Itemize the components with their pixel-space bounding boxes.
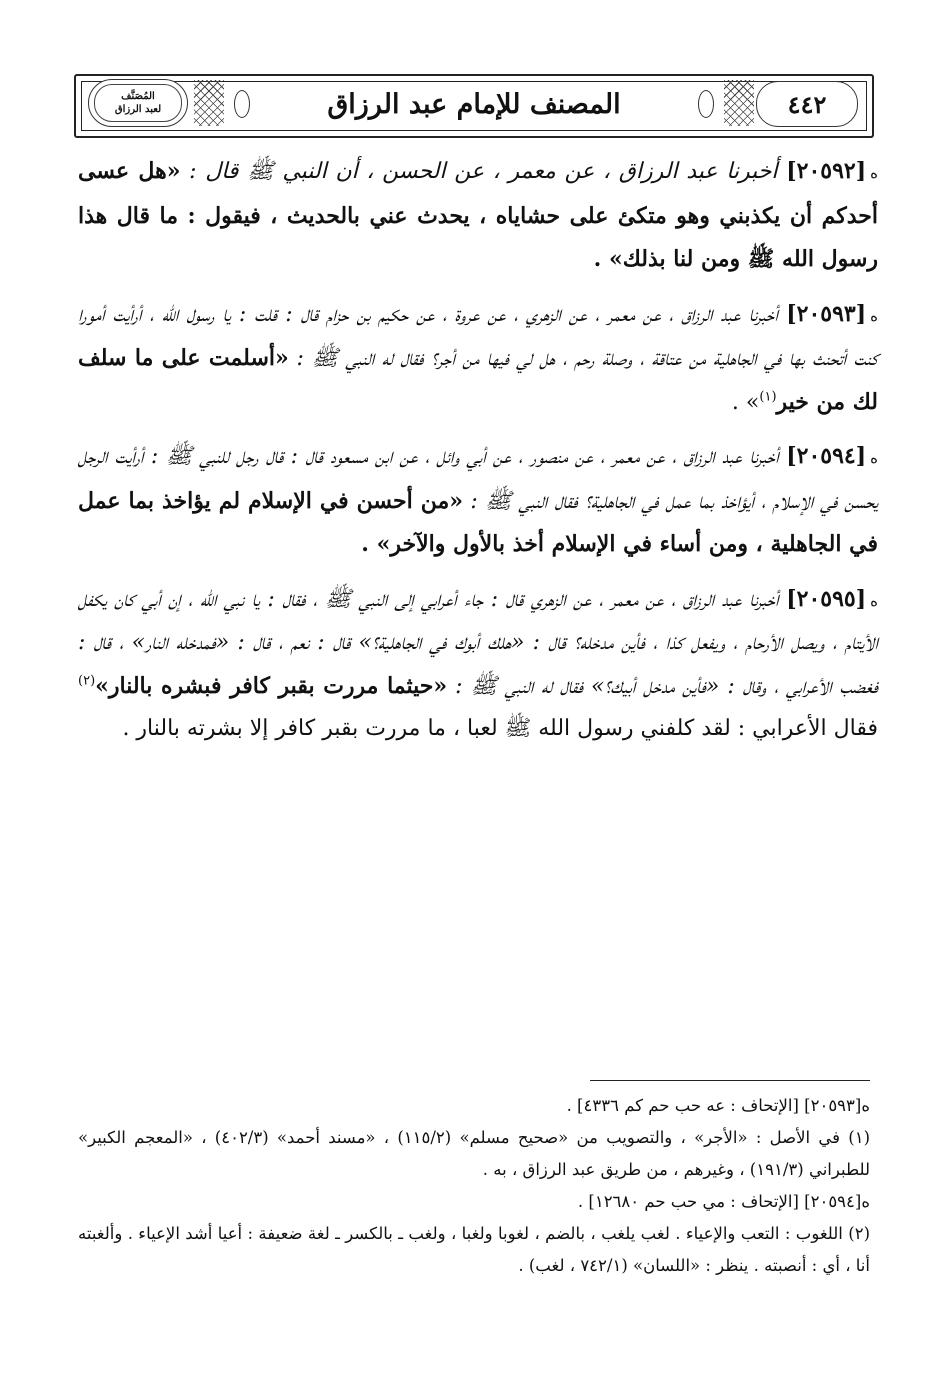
hadith-number: [٢٠٥٩٢] [786,158,867,184]
hadith-number: [٢٠٥٩٤] [786,443,867,469]
footnote-item: ه[٢٠٥٩٤] [الإتحاف : مي حب حم ١٢٦٨٠] . [577,1192,870,1211]
hadith-number: [٢٠٥٩٣] [786,300,867,327]
main-text [78,150,878,762]
hadith-entry [78,293,878,425]
footnote-ref[interactable]: (٢) [78,673,96,689]
prophet-saying: «حيثما مررت بقبر كافر فبشره بالنار» [95,672,448,699]
hadith-narration: أخبرنا عبد الرزاق ، عن معمر ، عن منصور ، عن أبي وائل ، عن ابن مسعود قال : قال رجل للنبي ﷺ : أرأيت الرجل يحسن في الإسلام ، أيؤاخذ بما عمل في الجاهلية؟ فقال النبي ﷺ : [78,444,878,514]
header-ornament-left [194,80,224,126]
prophet-saying: «هل عسى أحدكم أن يكذبني وهو متكئ على حشاياه ، يحدث عني بالحديث ، فيقول : ما قال هذا رسول الله ﷺ ومن لنا بذلك» . [78,158,878,272]
hadith-number: [٢٠٥٩٥] [786,585,867,612]
page-number: ٤٤٢ [756,81,858,127]
footnote-item: (١) في الأصل : «الأجر» ، والتصويب من «صحيح مسلم» (١١٥/٢) ، «مسند أحمد» (٤٠٢/٣) ، «المعجم الكبير» للطبراني (١٩١/٣) ، وغيرهم ، من طريق عبد الرزاق ، به . [78,1128,870,1179]
footnotes [78,1090,870,1282]
hadith-narration: أخبرنا عبد الرزاق ، عن معمر ، عن الزهري ، عن عروة ، عن حكيم بن حزام قال : قلت : يا رسول الله ، أرأيت أمورا كنت أتحنث بها في الجاهلية من عتاقة ، وصلة رحم ، هل لي فيها من أجر؟ فقال له النبي ﷺ : [78,301,878,371]
hadith-narration: أخبرنا عبد الرزاق ، عن معمر ، عن الحسن ، أن النبي ﷺ قال : [189,159,778,184]
seal-line-2: لعبد الرزاق [114,104,162,115]
header-ornament-right [724,80,754,126]
hadith-narration: أخبرنا عبد الرزاق ، عن معمر ، عن الزهري قال : جاء أعرابي إلى النبي ﷺ ، فقال : يا نبي الله ، إن أبي كان يكفل الأيتام ، ويصل الأرحام ، ويفعل كذا ، فأين مدخله؟ قال : «هلك أبوك في الجاهلية؟» قال : نعم ، قال : «فمدخله النار» ، قال : فغضب الأعرابي ، وقال : «فأين مدخل أبيك؟» فقال له النبي ﷺ : [78,586,879,699]
prophet-saying: «من أحسن في الإسلام لم يؤاخذ بما عمل في الجاهلية ، ومن أساء في الإسلام أخذ بالأول والآخر» . [78,487,878,557]
hadith-tail: » . [731,389,760,415]
hadith-entry [78,435,878,567]
hadith-tail: فقال الأعرابي : لقد كلفني رسول الله ﷺ لعبا ، ما مررت بقبر كافر إلا بشرته بالنار . [122,716,878,741]
hadith-entry [78,578,878,751]
hadith-marker: ه [870,449,878,467]
footnote-divider [590,1080,870,1081]
footnote-ref[interactable]: (١) [759,389,777,405]
page-header [74,74,874,138]
footnote-item: ه[٢٠٥٩٣] [الإتحاف : عه حب حم كم ٤٣٣٦] . [566,1096,870,1115]
footnote-item: (٢) اللغوب : التعب والإعياء . لغب يلغب ، بالضم ، لغوبا ولغبا ، ولغب ـ بالكسر ـ لغة ضعيفة : أعيا أشد الإعياء . وألغبته أنا ، أي : أنصبته . ينظر : «اللسان» (٧٤٢/١ ، لغب) . [78,1224,870,1275]
hadith-entry [78,150,878,282]
book-title: المصنف للإمام عبد الرزاق [236,82,712,126]
hadith-marker: ه [870,306,878,325]
seal-line-1: المُصَنَّف [121,91,155,102]
prophet-saying: «أسلمت على ما سلف لك من خير [78,345,878,415]
hadith-marker: ه [870,591,879,610]
hadith-marker: ه [870,164,879,182]
header-seal-logo [88,79,188,127]
